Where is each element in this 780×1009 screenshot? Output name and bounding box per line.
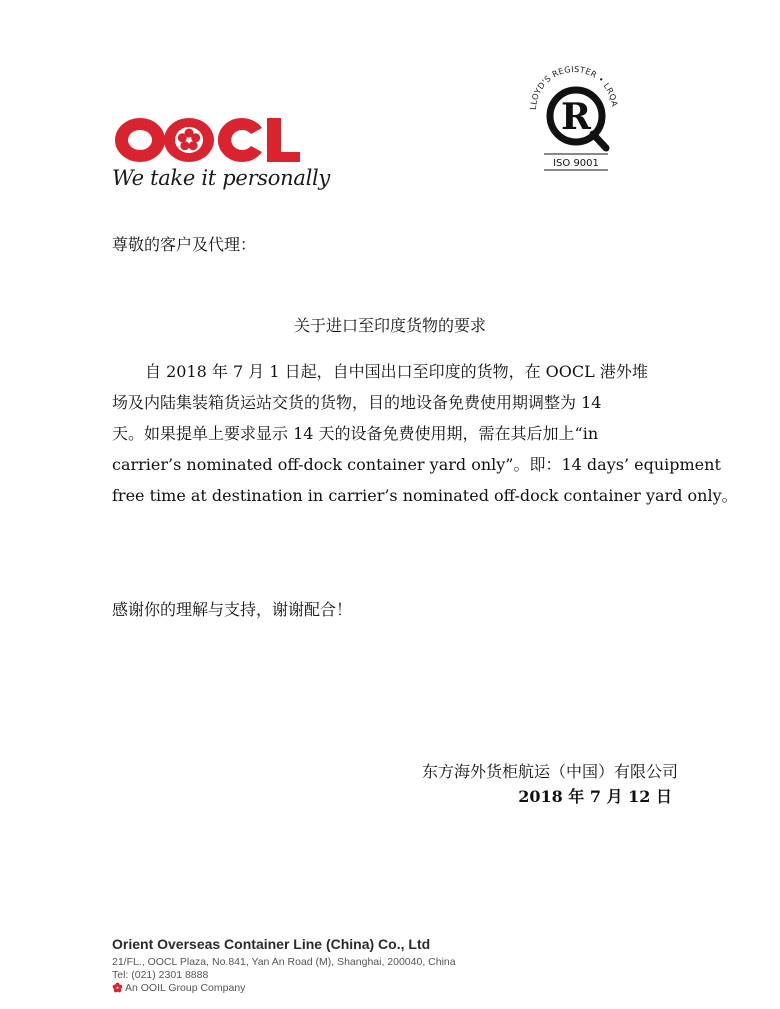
footer-address: 21/FL., OOCL Plaza, No.841, Yan An Road (M), Shanghai, 200040, China bbox=[112, 956, 456, 968]
tagline: We take it personally bbox=[112, 166, 330, 190]
closing-thanks: 感谢你的理解与支持，谢谢配合！ bbox=[112, 600, 353, 619]
footer-group-text: An OOIL Group Company bbox=[125, 982, 246, 994]
seal-mark: R bbox=[561, 96, 591, 138]
letter-subject: 关于进口至印度货物的要求 bbox=[293, 316, 486, 335]
lrqa-iso-seal bbox=[526, 58, 622, 176]
salutation: 尊敬的客户及代理： bbox=[112, 235, 257, 254]
body-line: 场及内陆集装箱货运站交货的货物，目的地设备免费使用期调整为 14 bbox=[112, 393, 602, 412]
seal-standard: ISO 9001 bbox=[553, 158, 599, 169]
letter-date: 2018 年 7 月 12 日 bbox=[518, 787, 672, 806]
footer-phone: Tel: (021) 2301 8888 bbox=[112, 969, 209, 981]
body-line: 自 2018 年 7 月 1 日起，自中国出口至印度的货物，在 OOCL 港外堆 bbox=[145, 362, 648, 381]
body-line: free time at destination in carrier’s nominated off-dock container yard only。 bbox=[112, 486, 738, 505]
oocl-wordmark bbox=[112, 112, 312, 168]
letter-body bbox=[112, 356, 738, 511]
plum-blossom-icon bbox=[112, 982, 123, 993]
footer-company-name: Orient Overseas Container Line (China) Co., Ltd bbox=[112, 936, 431, 952]
footer-group-line bbox=[112, 982, 245, 994]
body-line: carrier’s nominated off-dock container yard only”。即：14 days’ equipment bbox=[112, 455, 721, 474]
oocl-logo bbox=[112, 112, 332, 198]
body-line: 天。如果提单上要求显示 14 天的设备免费使用期，需在其后加上“in bbox=[112, 424, 599, 443]
company-name-cn: 东方海外货柜航运（中国）有限公司 bbox=[421, 762, 678, 781]
seal-ring-text: LLOYD'S REGISTER • LRQA bbox=[527, 63, 620, 111]
